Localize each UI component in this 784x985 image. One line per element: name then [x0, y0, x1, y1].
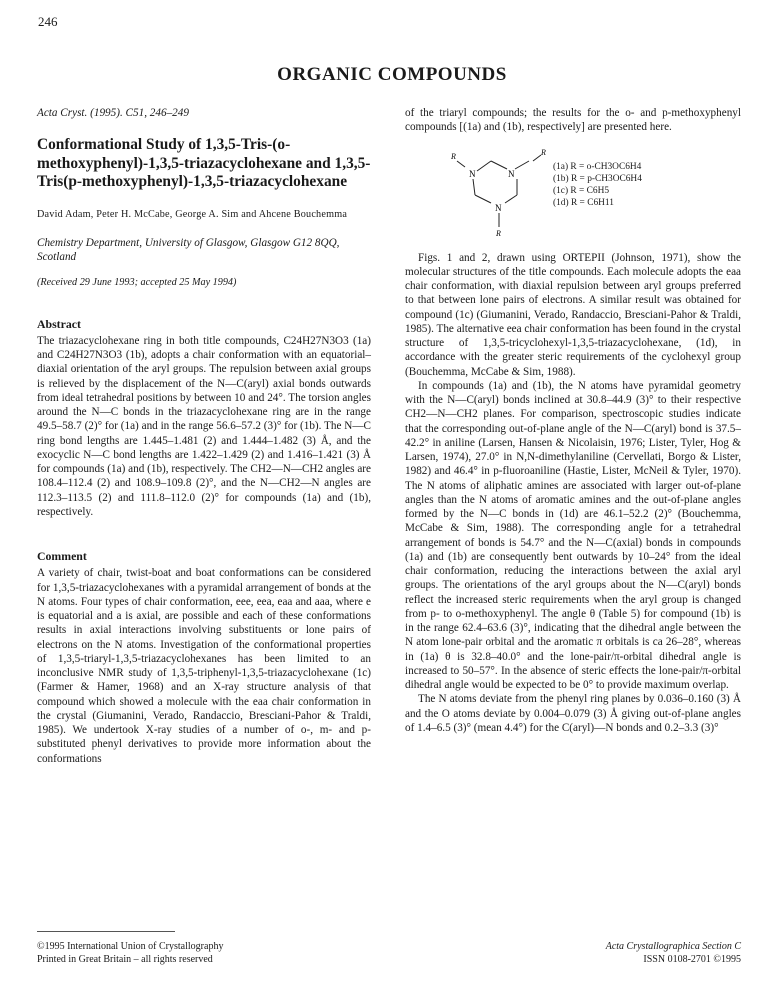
authors: David Adam, Peter H. McCabe, George A. Sim and Ahcene Bouchemma [37, 208, 348, 220]
left-column [37, 106, 371, 766]
footer-right [405, 940, 741, 966]
issn-line: ISSN 0108-2701 ©1995 [643, 954, 741, 965]
citation: Acta Cryst. (1995). C51, 246–249 [37, 107, 189, 119]
scheme-label-1b: (1b) R = p-CH3OC6H4 [553, 173, 642, 184]
comment-paragraph-1: A variety of chair, twist-boat and boat conformations can be considered for 1,3,5-triazacyclohexanes with a pyramidal arrangement of bonds at the N atoms. Four types of chair conformation, eee, eea, eaa and aaa, where e is equatorial and a is axial, are possible and each of these conformations results in axial interactions involving substituents or lone pairs of electrons on the N atoms. Investigation of the conformational properties of 1,3,5-triaryl-1,3,5-triazacyclohexanes has been limited to an inconclusive NMR study of 1,3,5-triphenyl-1,3,5-triazacyclohexane (1c) (Farmer & Hamer, 1968) and an X-ray structure analysis of that compound which showed a molecule with the eaa chair conformation in the crystal (Giumanini, Verado, Randaccio, Bresciani-Pahor & Traldi, 1985). We undertook X-ray studies of a number of o-, m- and p-substituted phenyl derivatives to provide more information about the conformations [37, 567, 371, 765]
comment-continuation: of the triaryl compounds; the results for the o- and p-methoxyphenyl compounds [(1a) and (1b), respectively] are presented here. [405, 107, 741, 134]
scheme-label-1d: (1d) R = C6H11 [553, 197, 614, 208]
abstract-text: The triazacyclohexane ring in both title compounds, C24H27N3O3 (1a) and C24H27N3O3 (1b), adopts a chair conformation with an equatorial–diaxial orientation of the aryl groups. The repulsion between axial groups is relieved by the displacement of the N—C(aryl) axial bonds outwards from ideal tetrahedral positions by between 10 and 24°. The torsion angles around the N—C bonds in the triazacyclohexane ring are in the range 49.5–58.7 (2)° for (1a) and in the range 56.6–57.2 (3)° for (1b). The N—C ring bond lengths are 1.445–1.481 (2) and 1.444–1.482 (3) Å, and the exocyclic N—C bond lengths are 1.422–1.429 (2) and 1.416–1.421 (3) Å for compounds (1a) and (1b), respectively. The CH2—N—CH2 angles are 108.4–112.4 (2) and 108.9–109.8 (2)°, and the N—CH2—N angles are 112.3–113.5 (2) and 111.8–112.0 (2)° for compounds (1a) and (1b), respectively. [37, 334, 371, 518]
comment-paragraph-3: In compounds (1a) and (1b), the N atoms have pyramidal geometry with the N—C(aryl) bonds inclined at 30.8–44.9 (3)° to their respective CH2—N—CH2 planes. For comparison, spectroscopic studies indicate that the corresponding out-of-plane angle of the N—C(aryl) bond is 37.5–42.2° in aniline (Larsen, Hansen & Nicolaisin, 1976; Lister, Tyler, Hog & Larsen, 1974), 27.0° in N,N-dimethylaniline (Cervellati, Borgo & Lister, 1982) and 46.4° in p-fluoroaniline (Hastie, Lister, McNeil & Tyler, 1970). The N atoms of aliphatic amines are associated with larger out-of-plane angles than the N atoms of aromatic amines and the out-of-plane angles formed by the N—C bonds in (1d) are 46.1–52.2 (2)° (Bouchemma, McCabe & Sim, 1988). The corresponding angle for a tetrahedral arrangement of bonds is 54.7° and the N—C(axial) bonds in compounds (1a) and (1b) are consequently bent outwards by 10–24° from the ideal chair conformation, reducing the interactions between the axial aryl groups. The orientations of the aryl groups about the N—C(aryl) bonds reflect the increased steric requirements when the aryl group is changed from p- to o-methoxyphenyl. The angle θ (Table 5) for compound (1b) is in the range 62.4–63.6 (3)°, indicating that the dihedral angle between the N atom lone-pair orbital and the aromatic π orbitals is ca 26–28°, whereas in (1a) θ is 32.8–40.0° and the lone-pair/π-orbital dihedral angle is increased to 50–57°. In the absence of steric effects the lone-pair/π-orbital dihedral angle would be expected to be 0° to provide maximum overlap. [405, 379, 741, 691]
received-date: (Received 29 June 1993; accepted 25 May 1994) [37, 277, 237, 289]
footer-rule [37, 931, 175, 932]
footer-left [37, 940, 223, 966]
affiliation: Chemistry Department, University of Glasgow, Glasgow G12 8QQ, Scotland [37, 236, 340, 263]
atom-n-bottom: N [495, 202, 502, 213]
triazacyclohexane-structure [451, 145, 561, 237]
comment-paragraph-4: The N atoms deviate from the phenyl ring planes by 0.036–0.160 (3) Å and the O atoms deviate by 0.004–0.079 (3) Å giving out-of-plane angles of 1.4–6.5 (3)° (mean 4.4°) for the C(aryl)—N bonds and 0.2–3.3 (3)° [405, 693, 741, 734]
abstract-heading: Abstract [37, 316, 81, 331]
atom-r-right: R [541, 147, 546, 157]
comment-paragraph-2: Figs. 1 and 2, drawn using ORTEPII (Johnson, 1971), show the molecular structures of the title compounds. Each molecule adopts the eaa chair conformation, with diaxial repulsion between aryl groups preferred to that between lone pairs of electrons. A similar result was obtained for compound (1c) (Giumanini, Verado, Randaccio, Bresciani-Pahor & Traldi, 1985). The alternative eea chair conformation has been found in the crystal structure of 1,3,5-tricyclohexyl-1,3,5-triazacyclohexane, (1d), in accordance with the greater steric requirements of the cyclohexyl group (Bouchemma, McCabe & Sim, 1988). [405, 251, 741, 378]
atom-r-left: R [451, 151, 456, 161]
journal-name: Acta Crystallographica Section C [605, 941, 741, 952]
chemical-scheme [405, 145, 741, 237]
section-heading: ORGANIC COMPOUNDS [277, 64, 507, 85]
scheme-label-1c: (1c) R = C6H5 [553, 185, 610, 196]
atom-r-bottom: R [496, 228, 501, 237]
printed-line: Printed in Great Britain – all rights reserved [37, 954, 213, 965]
scheme-label-1a: (1a) R = o-CH3OC6H4 [553, 161, 642, 172]
scheme-labels [553, 161, 642, 209]
comment-heading: Comment [37, 549, 87, 563]
right-column [405, 106, 741, 735]
page-number: 246 [38, 14, 58, 29]
copyright-line: ©1995 International Union of Crystallography [37, 941, 224, 952]
atom-n-left: N [469, 168, 476, 179]
atom-n-right: N [508, 168, 515, 179]
article-title: Conformational Study of 1,3,5-Tris-(o-methoxyphenyl)-1,3,5-triazacyclohexane and 1,3,5-Tris(p-methoxyphenyl)-1,3,5-triazacyclohexane [37, 136, 371, 191]
